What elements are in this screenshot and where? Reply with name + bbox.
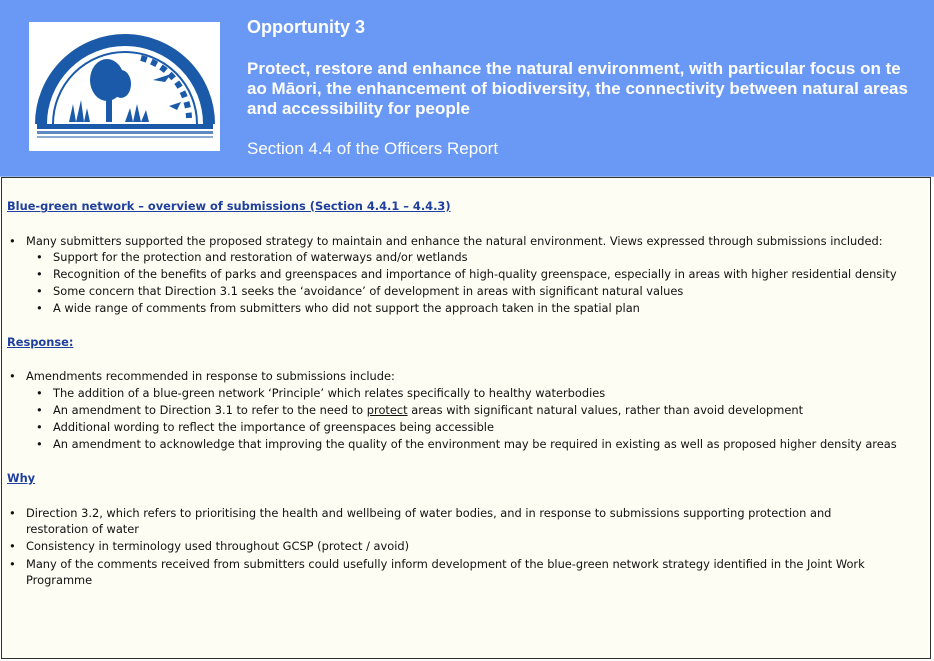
response-item (53, 403, 803, 417)
logo (29, 22, 220, 151)
response-item: • Additional wording to reflect the importance of greenspaces being accessible (53, 420, 494, 434)
overview-item: • Recognition of the benefits of parks and greenspaces and importance of high-quality greenspace, especially in areas with higher residential density (53, 267, 897, 281)
protect-emphasis: protect (366, 403, 408, 417)
content-panel (1, 177, 931, 659)
response-item-text: areas with significant natural values, rather than avoid development (407, 403, 804, 417)
header-banner (0, 0, 934, 177)
slide-subtitle: Protect, restore and enhance the natural environment, with particular focus on te ao Māori, the enhancement of biodiversity, the connectivity between natural areas and accessibility for people (247, 59, 908, 118)
why-item: • Consistency in terminology used throughout GCSP (protect / avoid) (26, 539, 409, 553)
section-reference: Section 4.4 of the Officers Report (247, 139, 499, 158)
response-intro: • Amendments recommended in response to submissions include: (26, 369, 395, 383)
overview-item: • Support for the protection and restoration of waterways and/or wetlands (53, 250, 468, 264)
overview-heading: Blue-green network – overview of submissions (Section 4.4.1 – 4.4.3) (7, 199, 451, 213)
response-heading: Response: (7, 335, 74, 349)
overview-intro: • Many submitters supported the proposed strategy to maintain and enhance the natural environment. Views expressed through submissions included: (26, 234, 883, 248)
response-item-text: An amendment to Direction 3.1 to refer to the need to (53, 403, 367, 417)
why-item: • Direction 3.2, which refers to prioritising the health and wellbeing of water bodies, and in response to submissions supporting protection and restoration of water (26, 505, 886, 537)
response-item: • An amendment to acknowledge that improving the quality of the environment may be required in existing as well as proposed higher density areas (53, 437, 897, 451)
why-item: • Many of the comments received from submitters could usefully inform development of the blue-green network strategy identified in the Joint Work Programme (26, 556, 886, 588)
slide-title: Opportunity 3 (247, 17, 365, 37)
overview-item: • Some concern that Direction 3.1 seeks the ‘avoidance’ of development in areas with significant natural values (53, 284, 683, 298)
response-item: • The addition of a blue-green network ‘Principle’ which relates specifically to healthy waterbodies (53, 386, 605, 400)
overview-item: • A wide range of comments from submitters who did not support the approach taken in the spatial plan (53, 301, 640, 315)
why-heading: Why (7, 471, 36, 485)
